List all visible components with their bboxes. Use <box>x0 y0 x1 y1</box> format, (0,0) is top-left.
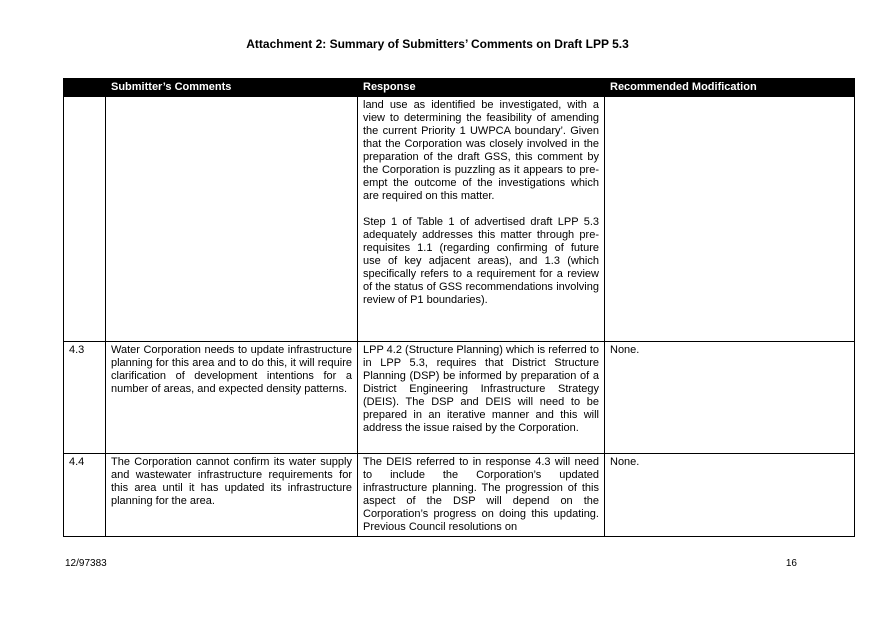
response-paragraph: LPP 4.2 (Structure Planning) which is referred to in LPP 5.3, requires that District Structure Planning (DSP) be informed by preparation of a District Engineering Infrastructure Strategy (DEIS). The DSP and DEIS will need to be prepared in an iterative manner and this will address the issue raised by the Corporation. <box>363 344 599 434</box>
cell-recommended-modification <box>605 97 855 342</box>
header-recommended-modification: Recommended Modification <box>605 79 855 97</box>
response-paragraph: Step 1 of Table 1 of advertised draft LPP 5.3 adequately addresses this matter through pre-requisites 1.1 (regarding confirming of future use of key adjacent areas), and 1.3 (which specifically refers to a requirement for a review of the status of GSS recommendations involving review of P1 boundaries). <box>363 216 599 306</box>
cell-response <box>358 342 605 454</box>
cell-submitter-comment <box>106 97 358 342</box>
table-row-4-3 <box>64 342 855 454</box>
cell-submitter-comment: Water Corporation needs to update infrastructure planning for this area and to do this, it will require clarification of development intentions for a number of areas, and expected density patterns. <box>106 342 358 454</box>
header-number-column <box>64 79 106 97</box>
response-paragraph: The DEIS referred to in response 4.3 will need to include the Corporation’s updated infrastructure planning. The progression of this aspect of the DSP will depend on the Corporation’s progress on doing this updating. Previous Council resolutions on <box>363 456 599 533</box>
table-header-row <box>64 79 855 97</box>
table-row-4-4 <box>64 454 855 537</box>
footer-page-number: 16 <box>785 558 797 569</box>
table-body <box>64 97 855 537</box>
page-footer <box>65 558 797 569</box>
cell-item-number: 4.3 <box>64 342 106 454</box>
cell-response <box>358 97 605 342</box>
cell-item-number <box>64 97 106 342</box>
cell-item-number: 4.4 <box>64 454 106 537</box>
table-head <box>64 79 855 97</box>
cell-recommended-modification: None. <box>605 454 855 537</box>
cell-response <box>358 454 605 537</box>
header-submitters-comments: Submitter’s Comments <box>106 79 358 97</box>
cell-submitter-comment: The Corporation cannot confirm its water supply and wastewater infrastructure requirements for this area until it has updated its infrastructure planning for the area. <box>106 454 358 537</box>
cell-recommended-modification: None. <box>605 342 855 454</box>
table-row-continuation <box>64 97 855 342</box>
header-response: Response <box>358 79 605 97</box>
footer-document-number: 12/97383 <box>65 558 107 569</box>
page-title: Attachment 2: Summary of Submitters’ Comments on Draft LPP 5.3 <box>246 37 629 51</box>
response-paragraph: land use as identified be investigated, with a view to determining the feasibility of amending the current Priority 1 UWPCA boundary’. Given that the Corporation was closely involved in the preparation of the draft GSS, this comment by the Corporation is puzzling as it appears to pre-empt the outcome of the investigations which are required on this matter. <box>363 99 599 202</box>
comments-table <box>63 78 855 537</box>
